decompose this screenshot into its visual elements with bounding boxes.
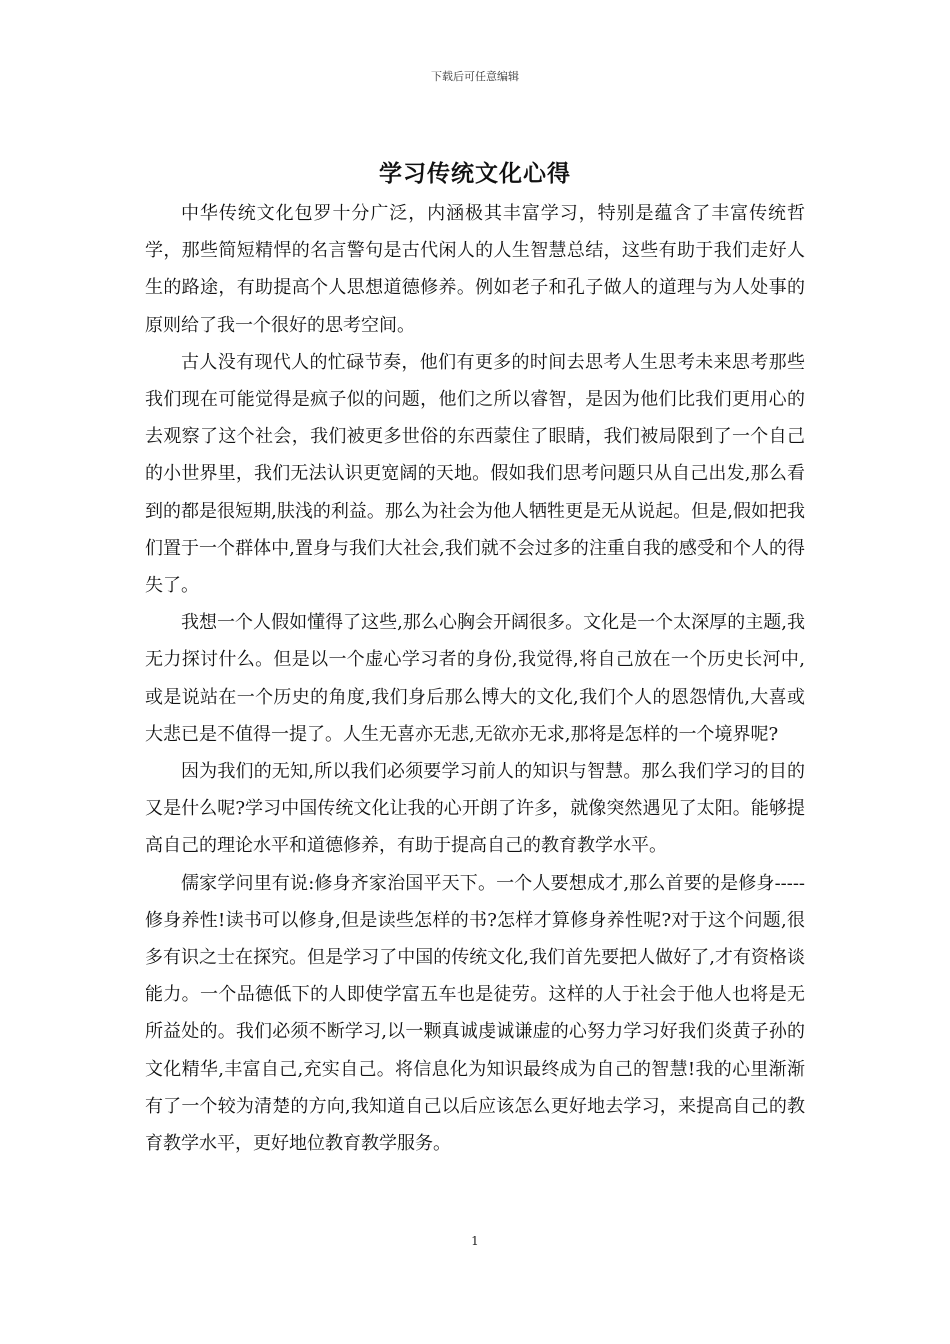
paragraph: 古人没有现代人的忙碌节奏，他们有更多的时间去思考人生思考未来思考那些我们现在可能觉得是疯子似的问题，他们之所以睿智，是因为他们比我们更用心的去观察了这个社会，我们被更多世俗的东西蒙住了眼睛，我们被局限到了一个自己的小世界里，我们无法认识更宽阔的天地。假如我们思考问题只从自己出发,那么看到的都是很短期,肤浅的利益。那么为社会为他人牺牲更是无从说起。但是,假如把我们置于一个群体中,置身与我们大社会,我们就不会过多的注重自我的感受和个人的得失了。 [145,351,805,597]
document-body [145,195,805,1162]
paragraph: 儒家学问里有说:修身齐家治国平天下。一个人要想成才,那么首要的是修身-----修身养性!读书可以修身,但是读些怎样的书?怎样才算修身养性呢?对于这个问题,很多有识之士在探究。但是学习了中国的传统文化,我们首先要把人做好了,才有资格谈能力。一个品德低下的人即使学富五车也是徒劳。这样的人于社会于他人也将是无所益处的。我们必须不断学习,以一颗真诚虔诚谦虚的心努力学习好我们炎黄子孙的文化精华,丰富自己,充实自己。将信息化为知识最终成为自己的智慧!我的心里渐渐有了一个较为清楚的方向,我知道自己以后应该怎么更好地去学习，来提高自己的教育教学水平，更好地位教育教学服务。 [145,872,805,1155]
page-header: 下载后可任意编辑 [431,70,519,83]
page-number: 1 [471,1234,479,1248]
document-title: 学习传统文化心得 [379,160,571,187]
paragraph: 中华传统文化包罗十分广泛，内涵极其丰富学习，特别是蕴含了丰富传统哲学，那些简短精悍的名言警句是古代闲人的人生智慧总结，这些有助于我们走好人生的路途，有助提高个人思想道德修养。例如老子和孔子做人的道理与为人处事的原则给了我一个很好的思考空间。 [145,203,805,336]
paragraph: 因为我们的无知,所以我们必须要学习前人的知识与智慧。那么我们学习的目的又是什么呢?学习中国传统文化让我的心开朗了许多，就像突然遇见了太阳。能够提高自己的理论水平和道德修养，有助于提高自己的教育教学水平。 [145,761,805,857]
paragraph: 我想一个人假如懂得了这些,那么心胸会开阔很多。文化是一个太深厚的主题,我无力探讨什么。但是以一个虚心学习者的身份,我觉得,将自己放在一个历史长河中,或是说站在一个历史的角度,我们身后那么博大的文化,我们个人的恩怨情仇,大喜或大悲已是不值得一提了。人生无喜亦无悲,无欲亦无求,那将是怎样的一个境界呢? [145,612,805,745]
